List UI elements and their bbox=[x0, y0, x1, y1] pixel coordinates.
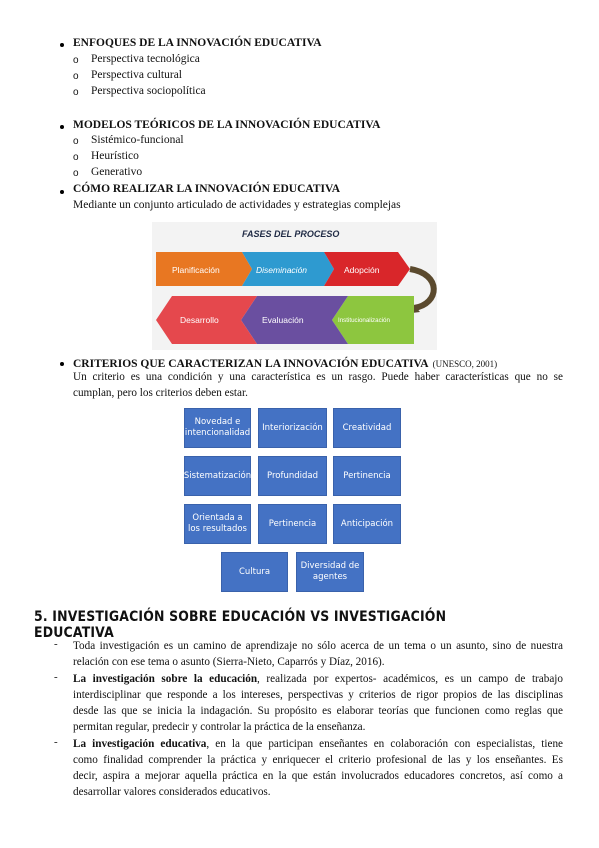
bullet-icon bbox=[60, 43, 64, 47]
list-item: Generativo bbox=[91, 166, 143, 178]
criterios-line-2: cumplan, pero los criterios deben estar. bbox=[73, 387, 248, 399]
dash-bullet-icon: - bbox=[54, 638, 58, 650]
heading-enfoques: ENFOQUES DE LA INNOVACIÓN EDUCATIVA bbox=[73, 37, 322, 49]
bullet-icon bbox=[60, 362, 64, 366]
criteria-box: Creatividad bbox=[333, 408, 401, 448]
criteria-box: Anticipación bbox=[333, 504, 401, 544]
criteria-box: Novedad e intencionalidad bbox=[184, 408, 251, 448]
p1-line-1: Toda investigación es un camino de aprendizaje no sólo acerca de un tema o un asunto, sino de nuestra bbox=[73, 640, 563, 652]
list-item: Perspectiva tecnológica bbox=[91, 53, 200, 65]
p3-bold: La investigación educativa bbox=[73, 738, 207, 750]
p2-line-4: permitan regular, predecir y controlar la práctica de la enseñanza. bbox=[73, 721, 366, 733]
bullet-icon bbox=[60, 125, 64, 129]
phases-title: FASES DEL PROCESO bbox=[242, 229, 340, 239]
criteria-box: Orientada a los resultados bbox=[184, 504, 251, 544]
list-item: Perspectiva cultural bbox=[91, 69, 183, 81]
p2-line-2: interdisciplinar que responde a los intereses, perspectivas y criterios de rigor propios de las disciplinas bbox=[73, 689, 563, 701]
p2-bold: La investigación sobre la educación bbox=[73, 673, 258, 685]
p2-line-1 bbox=[73, 671, 563, 687]
criteria-box: Sistematización bbox=[184, 456, 251, 496]
criteria-box: Pertinencia bbox=[258, 504, 327, 544]
bullet-icon bbox=[60, 190, 64, 194]
heading-criterios: CRITERIOS QUE CARACTERIZAN LA INNOVACIÓN EDUCATIVA bbox=[73, 358, 429, 370]
p3-line-1 bbox=[73, 736, 563, 752]
p2-line-1-text: , realizada por expertos- académicos, es un campo de trabajo bbox=[257, 673, 564, 685]
dash-bullet-icon: - bbox=[54, 671, 58, 683]
como-text: Mediante un conjunto articulado de actividades y estrategias complejas bbox=[73, 199, 401, 211]
criteria-box: Pertinencia bbox=[333, 456, 401, 496]
heading-modelos: MODELOS TEÓRICOS DE LA INNOVACIÓN EDUCATIVA bbox=[73, 119, 381, 131]
criteria-box: Profundidad bbox=[258, 456, 327, 496]
criteria-box: Interiorización bbox=[258, 408, 327, 448]
phase-label: Diseminación bbox=[256, 265, 308, 275]
phase-label: Planificación bbox=[172, 265, 220, 275]
circle-bullet-icon: o bbox=[73, 87, 79, 98]
phase-label: Institucionalización bbox=[338, 317, 390, 324]
p3-line-2: como finalidad comprender la práctica y enriquecer el criterio profesional de las y los enseñantes. Es bbox=[73, 754, 563, 766]
p3-line-4: desarrollar valores considerados educativos. bbox=[73, 786, 271, 798]
phase-label: Adopción bbox=[344, 265, 380, 275]
p3-line-3: decir, aspira a mejorar aquella práctica en la que están involucrados educadores concretos, así como a bbox=[73, 770, 563, 782]
phase-label: Desarrollo bbox=[180, 315, 219, 325]
criteria-box: Diversidad de agentes bbox=[296, 552, 364, 592]
list-item: Sistémico-funcional bbox=[91, 134, 184, 146]
circle-bullet-icon: o bbox=[73, 71, 79, 82]
list-item: Perspectiva sociopolítica bbox=[91, 85, 206, 97]
criterios-source: (UNESCO, 2001) bbox=[432, 359, 498, 369]
list-item: Heurístico bbox=[91, 150, 139, 162]
circle-bullet-icon: o bbox=[73, 152, 79, 163]
phases-diagram bbox=[152, 222, 437, 350]
criteria-box: Cultura bbox=[221, 552, 288, 592]
circle-bullet-icon: o bbox=[73, 168, 79, 179]
p1-line-2: relación con ese tema o asunto (Sierra-Nieto, Caparrós y Díaz, 2016). bbox=[73, 656, 385, 668]
p3-line-1-text: , en la que participan enseñantes en colaboración con especialistas, tiene bbox=[206, 738, 563, 750]
criterios-line-1: Un criterio es una condición y una característica es un rasgo. Puede haber características que no se bbox=[73, 371, 563, 383]
section-5-title: 5. INVESTIGACIÓN SOBRE EDUCACIÓN VS INVESTIGACIÓN EDUCATIVA bbox=[34, 609, 447, 641]
circle-bullet-icon: o bbox=[73, 136, 79, 147]
phase-label: Evaluación bbox=[262, 315, 304, 325]
phases-diagram-svg bbox=[152, 222, 437, 350]
p2-line-3: desde las que se inicia la indagación. Su propósito es elaborar teorías que funcionen como reglas que bbox=[73, 705, 563, 717]
circle-bullet-icon: o bbox=[73, 55, 79, 66]
heading-como: CÓMO REALIZAR LA INNOVACIÓN EDUCATIVA bbox=[73, 183, 341, 195]
dash-bullet-icon: - bbox=[54, 736, 58, 748]
